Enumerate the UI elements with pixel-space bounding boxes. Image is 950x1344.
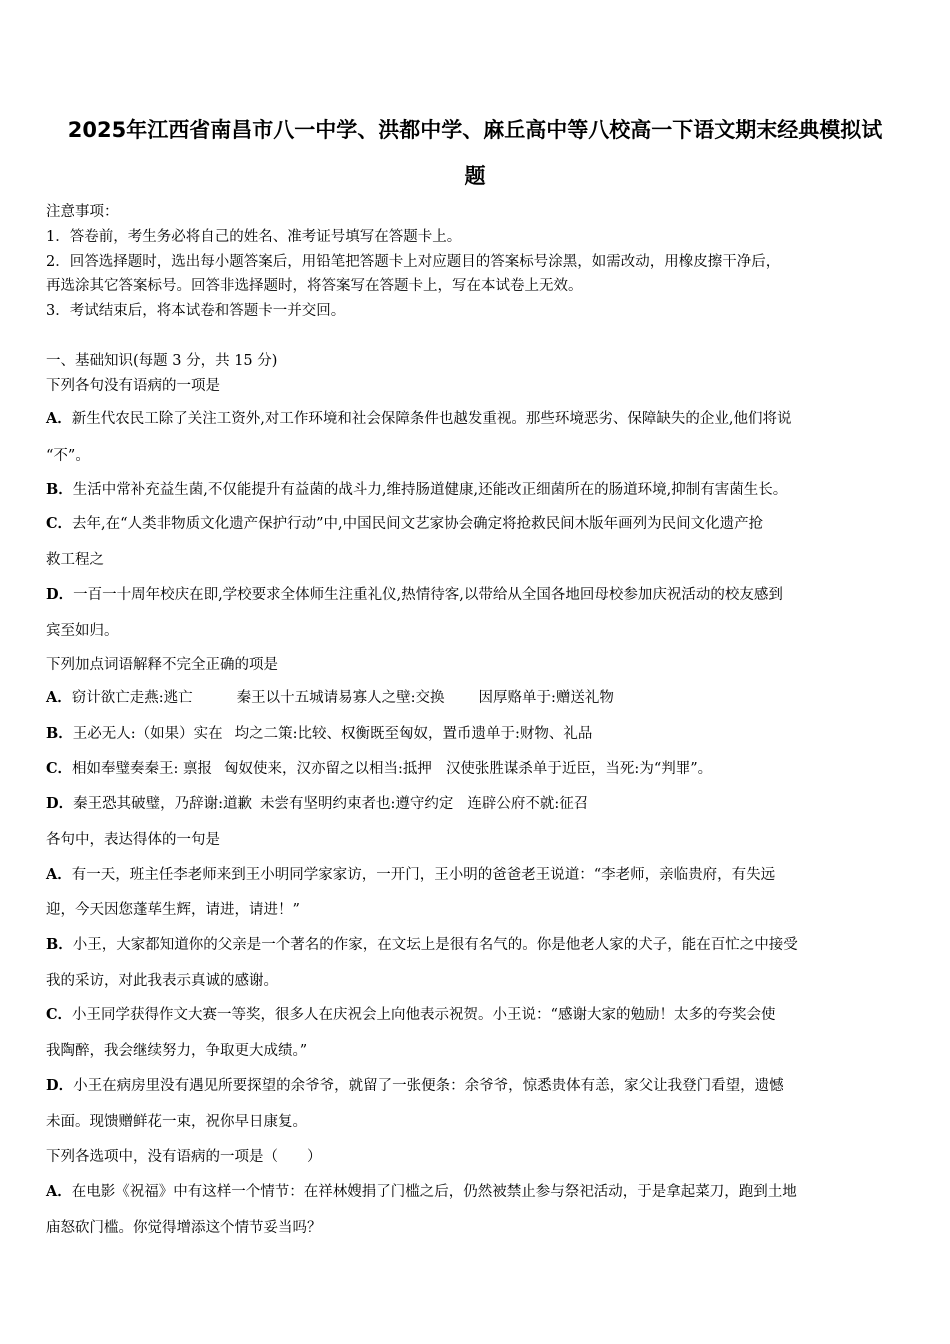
option-label: B．: [46, 936, 73, 953]
option-part: 秦王恐其破璧，乃辞谢:道歉: [73, 796, 252, 812]
option-label: A．: [46, 689, 72, 706]
q3-option-c-cont: 我陶醉，我会继续努力，争取更大成绩。”: [46, 1043, 308, 1059]
section-heading: 一、基础知识(每题 3 分，共 15 分): [46, 353, 278, 369]
option-part: 秦王以十五城请易寡人之壁:交换: [236, 690, 445, 706]
q3-option-b-cont: 我的采访，对此我表示真诚的感谢。: [46, 973, 278, 989]
q2-option-c: [46, 760, 712, 778]
option-text: 在电影《祝福》中有这样一个情节：在祥林嫂捐了门槛之后，仍然被禁止参与祭祀活动，于是拿起菜刀，跑到土地: [71, 1184, 797, 1200]
q3-option-b: [46, 936, 798, 954]
q3-option-a-cont: 迎，今天因您蓬荜生辉，请进，请进！”: [46, 902, 300, 918]
q4-option-a: [46, 1183, 797, 1201]
option-label: A．: [46, 410, 72, 427]
q4-option-a-cont: 庙怒砍门槛。你觉得增添这个情节妥当吗？: [46, 1220, 322, 1236]
option-label: C．: [46, 1006, 73, 1023]
option-text: 新生代农民工除了关注工资外,对工作环境和社会保障条件也越发重视。那些环境恶劣、保障缺失的企业,他们将说: [71, 411, 792, 427]
q1-option-d: [46, 586, 783, 604]
q2-option-b: [46, 725, 592, 743]
option-text: 小王在病房里没有遇见所要探望的余爷爷，就留了一张便条：余爷爷，惊悉贵体有恙，家父让我登门看望，遗憾: [73, 1078, 784, 1094]
option-part: 连辟公府不就:征召: [467, 796, 589, 812]
document-title-line1: 2025年江西省南昌市八一中学、洪都中学、麻丘高中等八校高一下语文期末经典模拟试: [67, 118, 883, 142]
option-label: C．: [46, 760, 73, 777]
q1-option-d-cont: 宾至如归。: [46, 623, 119, 639]
option-part: 窃计欲亡走燕:逃亡: [71, 690, 193, 706]
option-text: 小王同学获得作文大赛一等奖，很多人在庆祝会上向他表示祝贺。小王说：“感谢大家的勉励！太多的夸奖会使: [72, 1007, 776, 1023]
option-part: 王必无人:（如果）实在: [72, 726, 223, 742]
notice-item-2: 2．回答选择题时，选出每小题答案后，用铅笔把答题卡上对应题目的答案标号涂黑，如需改动，用橡皮擦干净后，: [46, 254, 781, 270]
notice-item-3: 3．考试结束后，将本试卷和答题卡一并交回。: [46, 303, 346, 319]
notice-item-2-cont: 再选涂其它答案标号。回答非选择题时，将答案写在答题卡上，写在本试卷上无效。: [46, 278, 583, 294]
option-label: A．: [46, 866, 72, 883]
option-part: 均之二策:比较、权衡既至匈奴，置币遗单于:财物、礼品: [234, 726, 593, 742]
q1-option-b: [46, 481, 787, 499]
option-text: 生活中常补充益生菌,不仅能提升有益菌的战斗力,维持肠道健康,还能改正细菌所在的肠道环境,抑制有害菌生长。: [72, 482, 788, 498]
option-label: B．: [46, 481, 73, 498]
option-label: D．: [46, 1077, 74, 1094]
option-part: 因厚赂单于:赠送礼物: [478, 690, 614, 706]
option-label: B．: [46, 725, 73, 742]
q1-stem: 下列各句没有语病的一项是: [46, 378, 220, 394]
q3-option-a: [46, 866, 775, 884]
option-text: 小王，大家都知道你的父亲是一个著名的作家，在文坛上是很有名气的。你是他老人家的犬子，能在百忙之中接受: [72, 937, 798, 953]
q1-option-c-cont: 救工程之: [46, 552, 104, 568]
q2-stem: 下列加点词语解释不完全正确的项是: [46, 657, 278, 673]
notice-heading: 注意事项：: [46, 204, 119, 220]
option-label: A．: [46, 1183, 72, 1200]
q1-option-a: [46, 410, 791, 428]
q3-option-d: [46, 1077, 784, 1095]
option-label: C．: [46, 515, 73, 532]
option-part: 相如奉璧奏秦王: 禀报: [72, 761, 213, 777]
q3-option-c: [46, 1006, 775, 1024]
document-title-line2: 题: [464, 164, 486, 188]
notice-item-1: 1．答卷前，考生务必将自己的姓名、准考证号填写在答题卡上。: [46, 229, 462, 245]
option-text: 一百一十周年校庆在即,学校要求全体师生注重礼仪,热情待客,以带给从全国各地回母校参加庆祝活动的校友感到: [73, 587, 783, 603]
q1-option-a-cont: “不”。: [46, 448, 90, 464]
option-part: 匈奴使来，汉亦留之以相当:抵押: [224, 761, 432, 777]
q4-stem: 下列各选项中，没有语病的一项是（ ）: [46, 1149, 322, 1165]
q1-option-c: [46, 515, 763, 533]
q2-option-d: [46, 795, 588, 813]
option-label: D．: [46, 586, 74, 603]
option-part: 汉使张胜谋杀单于近臣，当死:为“判罪”。: [445, 761, 713, 777]
option-text: 有一天，班主任李老师来到王小明同学家家访，一开门，王小明的爸爸老王说道：“李老师，亲临贵府，有失远: [71, 867, 776, 883]
option-part: 未尝有坚明约束者也:遵守约定: [259, 796, 454, 812]
q3-option-d-cont: 未面。现馈赠鲜花一束，祝你早日康复。: [46, 1114, 307, 1130]
q3-stem: 各句中，表达得体的一句是: [46, 832, 220, 848]
option-text: 去年,在“人类非物质文化遗产保护行动”中,中国民间文艺家协会确定将抢救民间木版年画列为民间文化遗产抢: [72, 516, 764, 532]
option-label: D．: [46, 795, 74, 812]
q2-option-a: [46, 689, 614, 707]
